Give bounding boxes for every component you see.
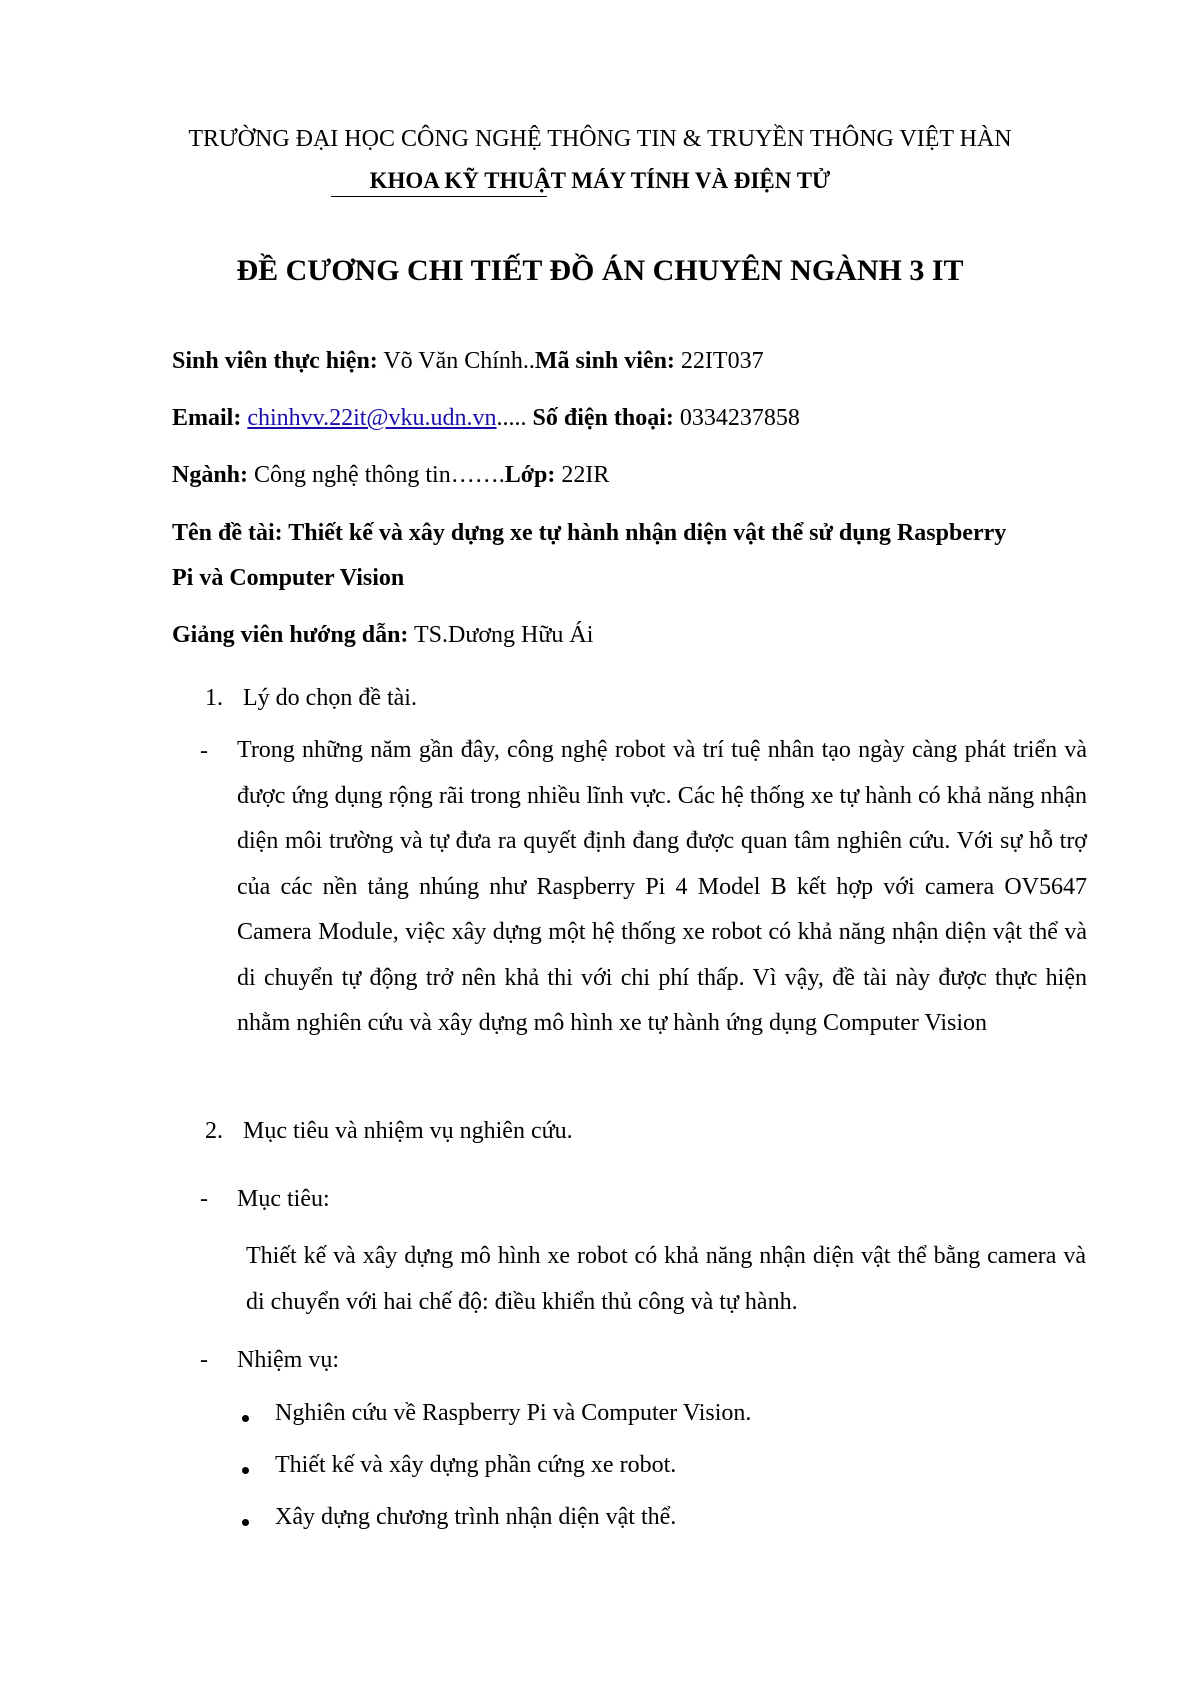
email-label: Email: — [172, 405, 242, 431]
task-bullet-3 — [242, 1519, 249, 1526]
task-bullet-1 — [242, 1415, 249, 1422]
advisor-line — [172, 622, 593, 649]
student-name: Võ Văn Chính.. — [377, 348, 535, 374]
section2-number: 2. — [205, 1118, 223, 1144]
section1-number: 1. — [205, 685, 223, 711]
section1-heading: Lý do chọn đề tài. — [243, 685, 417, 711]
advisor-name: TS.Dương Hữu Ái — [408, 622, 594, 648]
student-line — [172, 348, 764, 375]
task-item-3: Xây dựng chương trình nhận diện vật thể. — [275, 1504, 677, 1530]
faculty-name: KHOA KỸ THUẬT MÁY TÍNH VÀ ĐIỆN TỬ — [369, 168, 831, 193]
topic-label: Tên đề tài: — [172, 520, 283, 546]
task-item-1: Nghiên cứu về Raspberry Pi và Computer Vision. — [275, 1400, 752, 1426]
topic-line-1 — [172, 520, 1006, 547]
major-value: Công nghệ thông tin……. — [248, 462, 505, 488]
major-line — [172, 462, 609, 489]
section1-paragraph: Trong những năm gần đây, công nghệ robot và trí tuệ nhân tạo ngày càng phát triển và được ứng dụng rộng rãi trong nhiều lĩnh vực. Các hệ thống xe tự hành có khả năng nhận diện môi trường và tự đưa ra quyết định đang được quan tâm nghiên cứu. Với sự hỗ trợ của các nền tảng nhúng như Raspberry Pi 4 Model B kết hợp với camera OV5647 Camera Module, việc xây dựng một hệ thống xe robot có khả năng nhận diện vật thể và di chuyển tự động trở nên khả thi với chi phí thấp. Vì vậy, đề tài này được thực hiện nhằm nghiên cứu và xây dựng mô hình xe tự hành ứng dụng Computer Vision — [237, 737, 1087, 1036]
goal-label: Mục tiêu: — [237, 1186, 330, 1212]
class-value: 22IR — [555, 462, 610, 488]
task-bullet-2 — [242, 1467, 249, 1474]
phone-number: 0334237858 — [673, 405, 800, 431]
class-label: Lớp: — [504, 462, 556, 488]
task-item-2: Thiết kế và xây dựng phần cứng xe robot. — [275, 1452, 677, 1478]
section1-dash: - — [200, 738, 208, 764]
student-label: Sinh viên thực hiện: — [172, 348, 378, 374]
email-line — [172, 405, 800, 432]
student-id-label: Mã sinh viên: — [534, 348, 675, 374]
phone-label: Số điện thoại: — [526, 405, 674, 431]
faculty-underline — [331, 196, 547, 197]
goal-dash: - — [200, 1186, 208, 1212]
task-label: Nhiệm vụ: — [237, 1347, 339, 1373]
document-title: ĐỀ CƯƠNG CHI TIẾT ĐỒ ÁN CHUYÊN NGÀNH 3 IT — [236, 254, 964, 287]
goal-text: Thiết kế và xây dựng mô hình xe robot có khả năng nhận diện vật thể bằng camera và di chuyển với hai chế độ: điều khiển thủ công và tự hành. — [246, 1243, 1086, 1315]
student-id: 22IT037 — [674, 348, 764, 374]
topic-text-1: Thiết kế và xây dựng xe tự hành nhận diện vật thể sử dụng Raspberry — [282, 520, 1007, 546]
email-separator: ..... — [496, 405, 527, 431]
advisor-label: Giảng viên hướng dẫn: — [172, 622, 409, 648]
topic-line-2: Pi và Computer Vision — [172, 565, 405, 591]
major-label: Ngành: — [172, 462, 249, 488]
email-link[interactable]: chinhvv.22it@vku.udn.vn — [247, 405, 497, 431]
university-name: TRƯỜNG ĐẠI HỌC CÔNG NGHỆ THÔNG TIN & TRUYỀN THÔNG VIỆT HÀN — [188, 126, 1012, 152]
task-dash: - — [200, 1347, 208, 1373]
section2-heading: Mục tiêu và nhiệm vụ nghiên cứu. — [243, 1118, 573, 1144]
